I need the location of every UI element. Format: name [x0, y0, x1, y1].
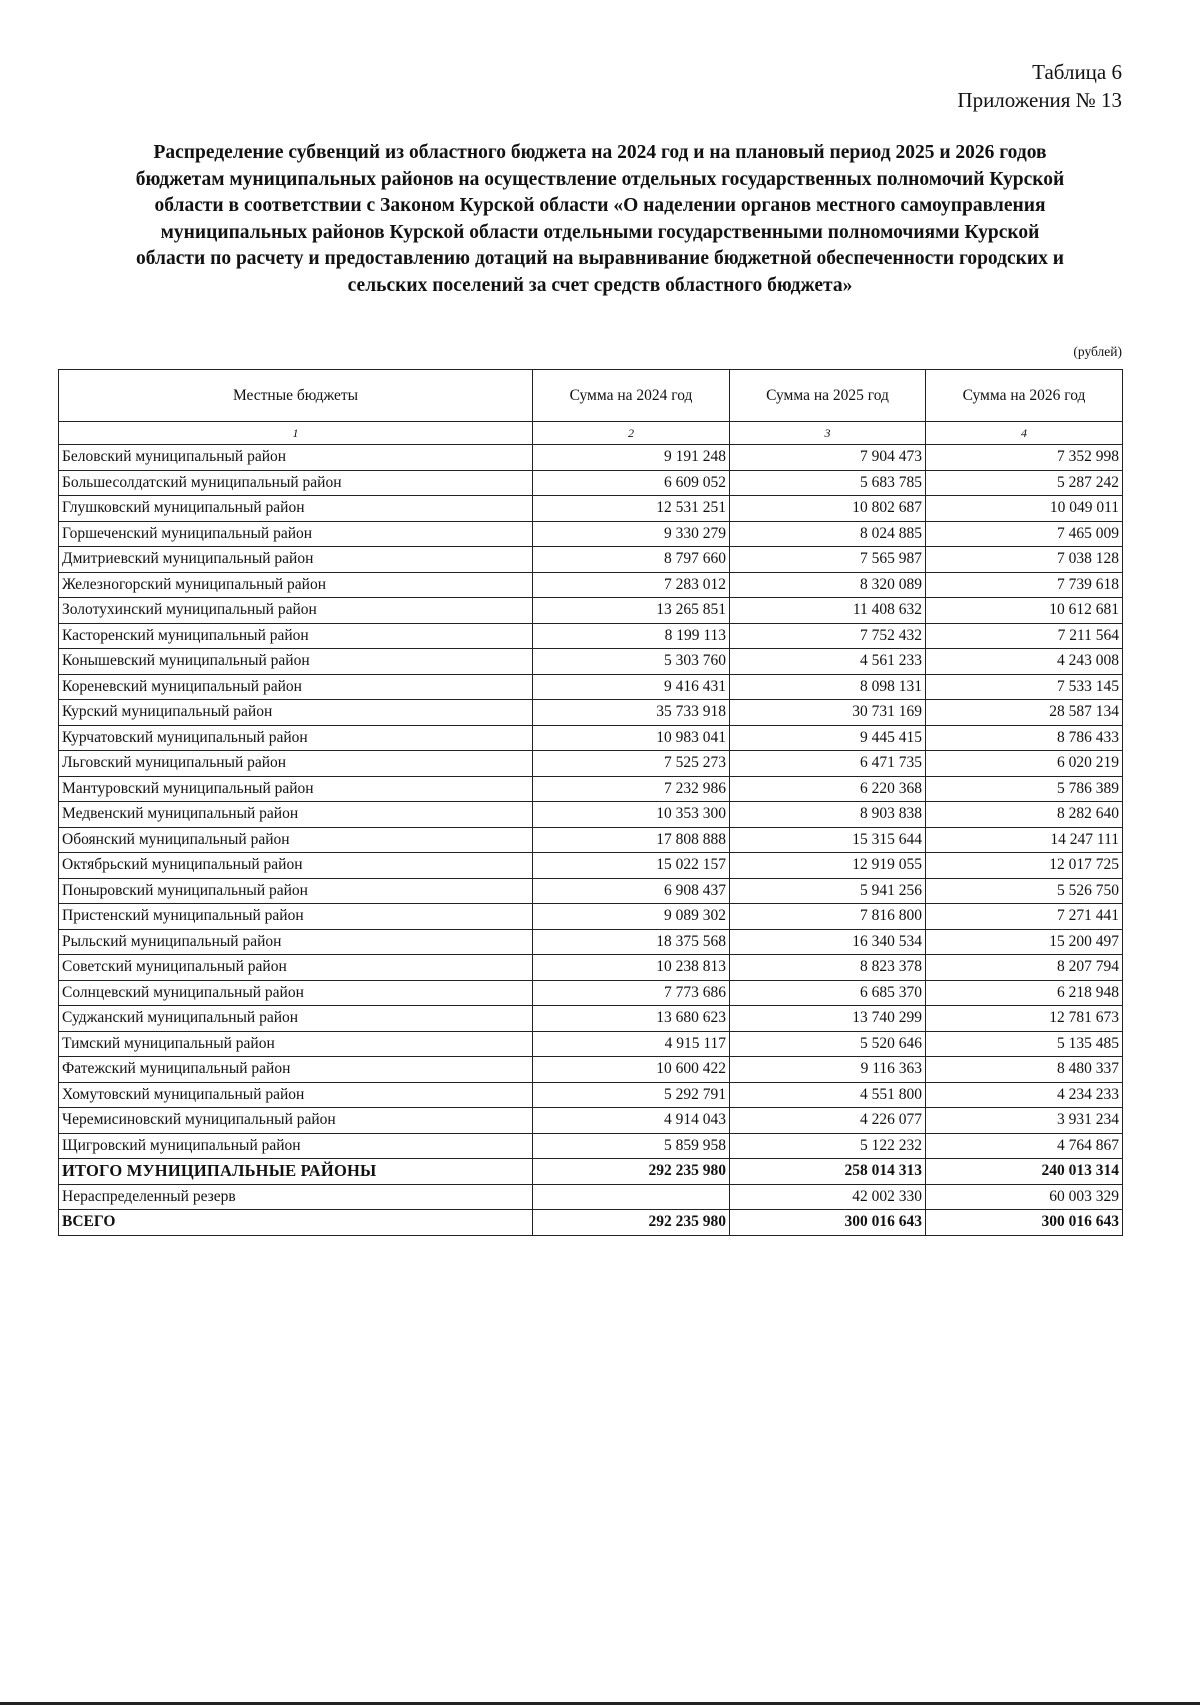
row-name: Суджанский муниципальный район [59, 1006, 533, 1032]
value-2024: 6 609 052 [533, 470, 730, 496]
table-row [59, 776, 1123, 802]
value-2025: 8 098 131 [730, 674, 926, 700]
value-2024: 18 375 568 [533, 929, 730, 955]
value-2024: 12 531 251 [533, 496, 730, 522]
table-row [59, 445, 1123, 471]
value-2025: 6 471 735 [730, 751, 926, 777]
row-name: Солнцевский муниципальный район [59, 980, 533, 1006]
row-name: Октябрьский муниципальный район [59, 853, 533, 879]
value-2026: 5 287 242 [926, 470, 1123, 496]
title-line: области в соответствии с Законом Курской области «О наделении органов местного самоуправления [154, 195, 1046, 216]
value-2024: 292 235 980 [533, 1159, 730, 1185]
value-2026: 7 352 998 [926, 445, 1123, 471]
value-2024: 13 680 623 [533, 1006, 730, 1032]
row-name: Нераспределенный резерв [59, 1184, 533, 1210]
value-2026: 10 612 681 [926, 598, 1123, 624]
value-2024: 4 914 043 [533, 1108, 730, 1134]
value-2025: 4 551 800 [730, 1082, 926, 1108]
value-2026: 4 764 867 [926, 1133, 1123, 1159]
table-row [59, 521, 1123, 547]
value-2024: 5 303 760 [533, 649, 730, 675]
value-2025: 10 802 687 [730, 496, 926, 522]
value-2026: 12 781 673 [926, 1006, 1123, 1032]
row-name: Щигровский муниципальный район [59, 1133, 533, 1159]
total-districts-row [59, 1159, 1123, 1185]
table-header-row [59, 370, 1123, 422]
table-row [59, 674, 1123, 700]
value-2024: 15 022 157 [533, 853, 730, 879]
value-2026: 7 211 564 [926, 623, 1123, 649]
value-2025: 13 740 299 [730, 1006, 926, 1032]
row-name: Горшеченский муниципальный район [59, 521, 533, 547]
row-name: Черемисиновский муниципальный район [59, 1108, 533, 1134]
row-name: Большесолдатский муниципальный район [59, 470, 533, 496]
row-name: Тимский муниципальный район [59, 1031, 533, 1057]
title-line: Распределение субвенций из областного бюджета на 2024 год и на плановый период 2025 и 2026 годов [153, 142, 1047, 163]
table-row [59, 496, 1123, 522]
value-2024: 292 235 980 [533, 1210, 730, 1236]
value-2024: 9 330 279 [533, 521, 730, 547]
units-label: (рублей) [1073, 344, 1122, 359]
value-2026: 28 587 134 [926, 700, 1123, 726]
column-header: Сумма на 2024 год [533, 370, 730, 422]
row-name: Беловский муниципальный район [59, 445, 533, 471]
grand-total-row [59, 1210, 1123, 1236]
value-2024: 10 600 422 [533, 1057, 730, 1083]
row-name: Дмитриевский муниципальный район [59, 547, 533, 573]
value-2025: 4 226 077 [730, 1108, 926, 1134]
table-row [59, 1108, 1123, 1134]
table-row [59, 904, 1123, 930]
value-2026: 5 786 389 [926, 776, 1123, 802]
table-row [59, 700, 1123, 726]
value-2025: 8 024 885 [730, 521, 926, 547]
column-number: 4 [926, 422, 1123, 445]
row-name: Конышевский муниципальный район [59, 649, 533, 675]
value-2024: 13 265 851 [533, 598, 730, 624]
value-2026: 240 013 314 [926, 1159, 1123, 1185]
value-2025: 8 320 089 [730, 572, 926, 598]
value-2025: 7 565 987 [730, 547, 926, 573]
value-2025: 5 520 646 [730, 1031, 926, 1057]
table-row [59, 929, 1123, 955]
value-2026: 8 480 337 [926, 1057, 1123, 1083]
value-2025: 16 340 534 [730, 929, 926, 955]
value-2025: 7 904 473 [730, 445, 926, 471]
value-2026: 6 218 948 [926, 980, 1123, 1006]
table-row [59, 470, 1123, 496]
value-2024: 5 292 791 [533, 1082, 730, 1108]
value-2026: 14 247 111 [926, 827, 1123, 853]
table-row [59, 1057, 1123, 1083]
value-2025: 12 919 055 [730, 853, 926, 879]
table-row [59, 1006, 1123, 1032]
table-row [59, 802, 1123, 828]
row-name: Советский муниципальный район [59, 955, 533, 981]
value-2025: 7 752 432 [730, 623, 926, 649]
table-row [59, 1082, 1123, 1108]
value-2026: 12 017 725 [926, 853, 1123, 879]
table-row [59, 598, 1123, 624]
value-2025: 7 816 800 [730, 904, 926, 930]
value-2025: 30 731 169 [730, 700, 926, 726]
subvention-table [58, 369, 1123, 1236]
scan-bottom-edge [0, 1702, 1200, 1705]
value-2026: 6 020 219 [926, 751, 1123, 777]
row-name: Льговский муниципальный район [59, 751, 533, 777]
value-2026: 15 200 497 [926, 929, 1123, 955]
table-label: Таблица 6 [1032, 60, 1122, 84]
value-2026: 10 049 011 [926, 496, 1123, 522]
table-row [59, 623, 1123, 649]
column-number-row [59, 422, 1123, 445]
value-2025: 6 685 370 [730, 980, 926, 1006]
table-row [59, 827, 1123, 853]
table-caption [957, 58, 1122, 114]
value-2026: 7 465 009 [926, 521, 1123, 547]
value-2025: 5 122 232 [730, 1133, 926, 1159]
column-number: 3 [730, 422, 926, 445]
value-2024: 35 733 918 [533, 700, 730, 726]
table-row [59, 751, 1123, 777]
value-2026: 3 931 234 [926, 1108, 1123, 1134]
title-line: области по расчету и предоставлению дотаций на выравнивание бюджетной обеспеченности городских и [136, 248, 1064, 269]
row-name: Глушковский муниципальный район [59, 496, 533, 522]
row-name: ВСЕГО [59, 1210, 533, 1236]
value-2024: 8 199 113 [533, 623, 730, 649]
value-2024: 10 983 041 [533, 725, 730, 751]
value-2024: 10 238 813 [533, 955, 730, 981]
value-2026: 7 038 128 [926, 547, 1123, 573]
row-name: Золотухинский муниципальный район [59, 598, 533, 624]
title-line: сельских поселений за счет средств областного бюджета» [347, 274, 853, 296]
value-2026: 7 739 618 [926, 572, 1123, 598]
row-name: Железногорский муниципальный район [59, 572, 533, 598]
value-2025: 300 016 643 [730, 1210, 926, 1236]
value-2025: 5 941 256 [730, 878, 926, 904]
value-2025: 258 014 313 [730, 1159, 926, 1185]
row-name: Хомутовский муниципальный район [59, 1082, 533, 1108]
value-2026: 5 135 485 [926, 1031, 1123, 1057]
value-2026: 7 271 441 [926, 904, 1123, 930]
table-row [59, 547, 1123, 573]
value-2025: 6 220 368 [730, 776, 926, 802]
title-line: бюджетам муниципальных районов на осуществление отдельных государственных полномочий Курской [135, 168, 1065, 190]
value-2025: 42 002 330 [730, 1184, 926, 1210]
row-name: Курский муниципальный район [59, 700, 533, 726]
value-2024: 17 808 888 [533, 827, 730, 853]
value-2024: 8 797 660 [533, 547, 730, 573]
table-row [59, 1031, 1123, 1057]
table-body [59, 445, 1123, 1159]
table-row [59, 980, 1123, 1006]
value-2025: 11 408 632 [730, 598, 926, 624]
table-row [59, 1133, 1123, 1159]
row-name: Курчатовский муниципальный район [59, 725, 533, 751]
table-row [59, 853, 1123, 879]
column-header: Сумма на 2026 год [926, 370, 1123, 422]
value-2026: 4 243 008 [926, 649, 1123, 675]
value-2026: 8 282 640 [926, 802, 1123, 828]
row-name: Поныровский муниципальный район [59, 878, 533, 904]
value-2026: 60 003 329 [926, 1184, 1123, 1210]
column-header: Сумма на 2025 год [730, 370, 926, 422]
value-2026: 4 234 233 [926, 1082, 1123, 1108]
row-name: Пристенский муниципальный район [59, 904, 533, 930]
column-number: 1 [59, 422, 533, 445]
column-number: 2 [533, 422, 730, 445]
value-2024: 7 525 273 [533, 751, 730, 777]
table-row [59, 649, 1123, 675]
value-2024: 7 232 986 [533, 776, 730, 802]
table-row [59, 725, 1123, 751]
column-header: Местные бюджеты [59, 370, 533, 422]
value-2024: 7 283 012 [533, 572, 730, 598]
value-2026: 8 207 794 [926, 955, 1123, 981]
value-2024: 4 915 117 [533, 1031, 730, 1057]
value-2025: 4 561 233 [730, 649, 926, 675]
value-2025: 9 116 363 [730, 1057, 926, 1083]
value-2024: 9 416 431 [533, 674, 730, 700]
row-name: Касторенский муниципальный район [59, 623, 533, 649]
value-2024: 7 773 686 [533, 980, 730, 1006]
value-2025: 8 903 838 [730, 802, 926, 828]
row-name: ИТОГО МУНИЦИПАЛЬНЫЕ РАЙОНЫ [59, 1159, 533, 1185]
value-2024: 9 089 302 [533, 904, 730, 930]
row-name: Фатежский муниципальный район [59, 1057, 533, 1083]
table-row [59, 955, 1123, 981]
value-2024: 6 908 437 [533, 878, 730, 904]
value-2026: 5 526 750 [926, 878, 1123, 904]
value-2026: 300 016 643 [926, 1210, 1123, 1236]
value-2025: 9 445 415 [730, 725, 926, 751]
row-name: Кореневский муниципальный район [59, 674, 533, 700]
value-2025: 5 683 785 [730, 470, 926, 496]
row-name: Медвенский муниципальный район [59, 802, 533, 828]
value-2024: 9 191 248 [533, 445, 730, 471]
value-2025: 8 823 378 [730, 955, 926, 981]
value-2024: 5 859 958 [533, 1133, 730, 1159]
reserve-row [59, 1184, 1123, 1210]
value-2026: 7 533 145 [926, 674, 1123, 700]
row-name: Рыльский муниципальный район [59, 929, 533, 955]
table-row [59, 572, 1123, 598]
value-2025: 15 315 644 [730, 827, 926, 853]
document-title [62, 140, 1138, 299]
value-2024: 10 353 300 [533, 802, 730, 828]
appendix-label: Приложения № 13 [957, 88, 1122, 112]
title-line: муниципальных районов Курской области отдельными государственными полномочиями Курской [160, 221, 1040, 243]
table-row [59, 878, 1123, 904]
row-name: Обоянский муниципальный район [59, 827, 533, 853]
value-2026: 8 786 433 [926, 725, 1123, 751]
value-2024 [533, 1184, 730, 1210]
row-name: Мантуровский муниципальный район [59, 776, 533, 802]
